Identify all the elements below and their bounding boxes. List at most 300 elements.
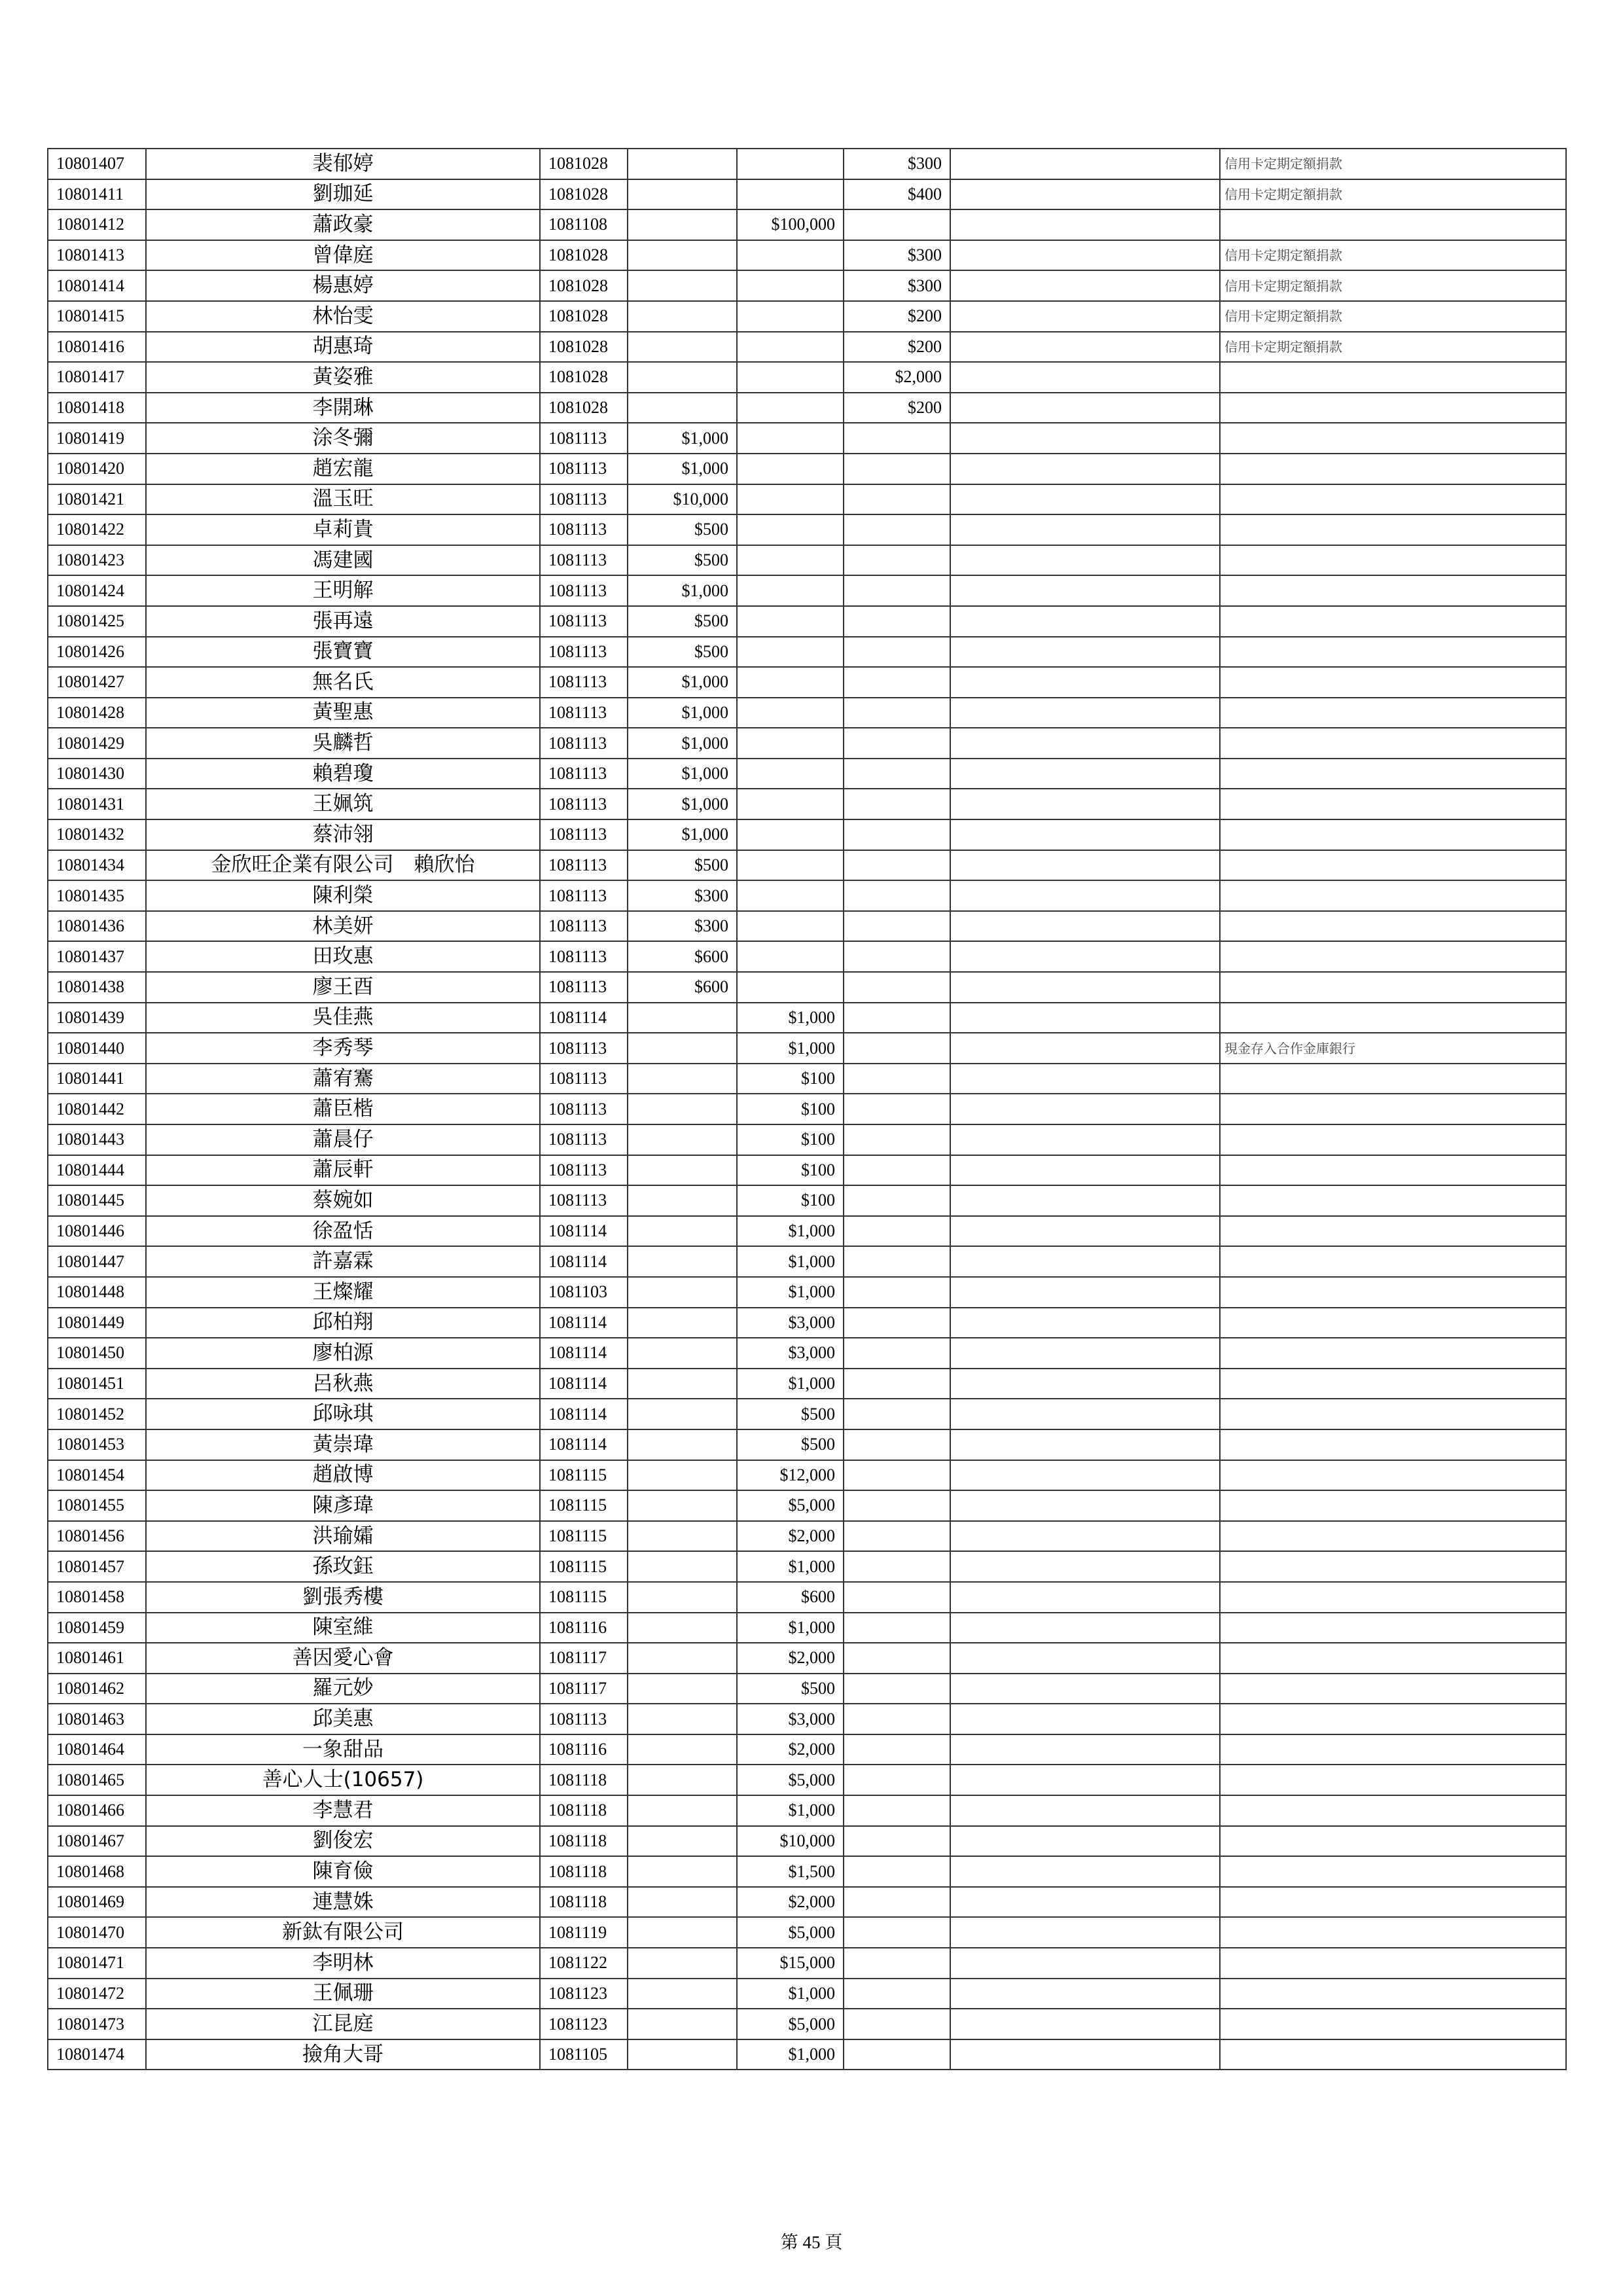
remark-cell (1220, 484, 1566, 515)
receipt-number-cell: 10801412 (48, 209, 146, 240)
receipt-number-cell: 10801467 (48, 1826, 146, 1857)
amount-column-d-cell (950, 1856, 1220, 1887)
donation-date-cell: 1081123 (540, 2009, 628, 2039)
amount-column-b-cell: $100 (737, 1094, 844, 1124)
donation-date-cell: 1081118 (540, 1826, 628, 1857)
amount-column-d-cell (950, 1124, 1220, 1155)
amount-column-c-cell: $200 (844, 301, 950, 332)
donor-name-cell: 洪瑜孀 (146, 1521, 540, 1552)
donation-date-cell: 1081115 (540, 1521, 628, 1552)
receipt-number-cell: 10801469 (48, 1887, 146, 1918)
amount-column-d-cell (950, 270, 1220, 301)
amount-column-b-cell: $1,000 (737, 1551, 844, 1582)
amount-column-c-cell (844, 1338, 950, 1369)
table-row (48, 1246, 1566, 1277)
remark-cell (1220, 1124, 1566, 1155)
amount-column-a-cell (628, 1460, 737, 1491)
amount-column-a-cell (628, 2009, 737, 2039)
receipt-number-cell: 10801468 (48, 1856, 146, 1887)
donor-name-cell: 邱柏翔 (146, 1308, 540, 1338)
donor-name-cell: 裴郁婷 (146, 149, 540, 179)
donation-date-cell: 1081113 (540, 1094, 628, 1124)
donor-name-cell: 連慧姝 (146, 1887, 540, 1918)
amount-column-d-cell (950, 1643, 1220, 1674)
donation-date-cell: 1081115 (540, 1582, 628, 1613)
amount-column-a-cell (628, 1490, 737, 1521)
table-row (48, 606, 1566, 637)
table-row (48, 1308, 1566, 1338)
amount-column-b-cell: $500 (737, 1674, 844, 1704)
amount-column-b-cell: $5,000 (737, 1765, 844, 1795)
table-row (48, 1643, 1566, 1674)
amount-column-b-cell (737, 819, 844, 850)
donor-name-cell: 曾偉庭 (146, 240, 540, 271)
donation-date-cell: 1081113 (540, 1124, 628, 1155)
donation-date-cell: 1081115 (540, 1490, 628, 1521)
amount-column-d-cell (950, 1094, 1220, 1124)
receipt-number-cell: 10801447 (48, 1246, 146, 1277)
donation-date-cell: 1081122 (540, 1948, 628, 1979)
amount-column-c-cell (844, 545, 950, 576)
amount-column-c-cell (844, 1979, 950, 2009)
remark-cell (1220, 514, 1566, 545)
remark-cell (1220, 850, 1566, 881)
amount-column-c-cell (844, 514, 950, 545)
donation-date-cell: 1081114 (540, 1429, 628, 1460)
amount-column-b-cell: $1,000 (737, 1979, 844, 2009)
receipt-number-cell: 10801448 (48, 1277, 146, 1308)
receipt-number-cell: 10801445 (48, 1185, 146, 1216)
amount-column-c-cell (844, 1521, 950, 1552)
amount-column-b-cell (737, 240, 844, 271)
table-row (48, 1795, 1566, 1826)
amount-column-a-cell (628, 1551, 737, 1582)
amount-column-c-cell: $300 (844, 270, 950, 301)
remark-cell (1220, 1795, 1566, 1826)
amount-column-d-cell (950, 1795, 1220, 1826)
receipt-number-cell: 10801437 (48, 941, 146, 972)
amount-column-c-cell (844, 1399, 950, 1429)
amount-column-c-cell (844, 1369, 950, 1399)
amount-column-a-cell (628, 240, 737, 271)
remark-cell (1220, 606, 1566, 637)
remark-cell (1220, 362, 1566, 393)
amount-column-b-cell (737, 484, 844, 515)
amount-column-c-cell (844, 850, 950, 881)
donor-name-cell: 劉張秀樓 (146, 1582, 540, 1613)
amount-column-a-cell: $1,000 (628, 819, 737, 850)
remark-cell (1220, 1643, 1566, 1674)
table-row (48, 1674, 1566, 1704)
donor-name-cell: 劉珈延 (146, 179, 540, 210)
table-row (48, 1490, 1566, 1521)
remark-cell (1220, 1887, 1566, 1918)
amount-column-a-cell (628, 1795, 737, 1826)
donor-name-cell: 吳麟哲 (146, 728, 540, 759)
receipt-number-cell: 10801472 (48, 1979, 146, 2009)
amount-column-d-cell (950, 423, 1220, 454)
amount-column-d-cell (950, 1308, 1220, 1338)
donation-date-cell: 1081117 (540, 1643, 628, 1674)
remark-cell (1220, 1704, 1566, 1734)
amount-column-c-cell: $2,000 (844, 362, 950, 393)
donation-date-cell: 1081113 (540, 911, 628, 942)
remark-cell (1220, 1246, 1566, 1277)
amount-column-a-cell (628, 1246, 737, 1277)
amount-column-d-cell (950, 179, 1220, 210)
amount-column-a-cell (628, 301, 737, 332)
amount-column-b-cell (737, 941, 844, 972)
amount-column-a-cell: $500 (628, 637, 737, 668)
amount-column-c-cell (844, 728, 950, 759)
amount-column-d-cell (950, 850, 1220, 881)
remark-cell (1220, 819, 1566, 850)
table-row (48, 1917, 1566, 1948)
donor-name-cell: 趙啟博 (146, 1460, 540, 1491)
amount-column-c-cell (844, 1582, 950, 1613)
table-row (48, 1582, 1566, 1613)
donation-date-cell: 1081113 (540, 1033, 628, 1064)
amount-column-a-cell (628, 149, 737, 179)
remark-cell (1220, 728, 1566, 759)
amount-column-a-cell (628, 1124, 737, 1155)
amount-column-b-cell: $500 (737, 1399, 844, 1429)
table-row (48, 484, 1566, 515)
amount-column-b-cell (737, 332, 844, 363)
donation-date-cell: 1081028 (540, 362, 628, 393)
amount-column-d-cell (950, 362, 1220, 393)
remark-cell (1220, 1674, 1566, 1704)
amount-column-c-cell (844, 1064, 950, 1094)
donor-name-cell: 林怡雯 (146, 301, 540, 332)
donation-date-cell: 1081113 (540, 1704, 628, 1734)
donor-name-cell: 張再遠 (146, 606, 540, 637)
donor-name-cell: 孫玫鈺 (146, 1551, 540, 1582)
remark-cell: 信用卡定期定額捐款 (1220, 149, 1566, 179)
amount-column-a-cell (628, 2039, 737, 2070)
donation-date-cell: 1081113 (540, 1155, 628, 1186)
amount-column-d-cell (950, 941, 1220, 972)
table-row (48, 1460, 1566, 1491)
amount-column-d-cell (950, 1399, 1220, 1429)
amount-column-b-cell: $5,000 (737, 2009, 844, 2039)
amount-column-c-cell (844, 1003, 950, 1033)
receipt-number-cell: 10801416 (48, 332, 146, 363)
table-row (48, 1948, 1566, 1979)
donor-name-cell: 卓莉貴 (146, 514, 540, 545)
remark-cell (1220, 1460, 1566, 1491)
receipt-number-cell: 10801463 (48, 1704, 146, 1734)
amount-column-a-cell (628, 1613, 737, 1643)
donation-date-cell: 1081113 (540, 484, 628, 515)
table-row (48, 514, 1566, 545)
amount-column-c-cell (844, 1765, 950, 1795)
table-row (48, 1551, 1566, 1582)
donor-name-cell: 一象甜品 (146, 1734, 540, 1765)
amount-column-b-cell: $2,000 (737, 1643, 844, 1674)
table-row (48, 1277, 1566, 1308)
remark-cell (1220, 880, 1566, 911)
amount-column-a-cell (628, 1155, 737, 1186)
table-row (48, 1521, 1566, 1552)
amount-column-d-cell (950, 2009, 1220, 2039)
amount-column-a-cell (628, 393, 737, 423)
amount-column-d-cell (950, 880, 1220, 911)
amount-column-a-cell: $1,000 (628, 575, 737, 606)
amount-column-c-cell (844, 667, 950, 698)
donor-name-cell: 李明林 (146, 1948, 540, 1979)
donation-date-cell: 1081117 (540, 1674, 628, 1704)
remark-cell (1220, 667, 1566, 698)
donation-date-cell: 1081108 (540, 209, 628, 240)
donation-date-cell: 1081105 (540, 2039, 628, 2070)
amount-column-a-cell (628, 1917, 737, 1948)
receipt-number-cell: 10801415 (48, 301, 146, 332)
amount-column-b-cell: $100 (737, 1155, 844, 1186)
receipt-number-cell: 10801424 (48, 575, 146, 606)
receipt-number-cell: 10801435 (48, 880, 146, 911)
amount-column-a-cell: $500 (628, 545, 737, 576)
amount-column-d-cell (950, 911, 1220, 942)
donation-date-cell: 1081116 (540, 1613, 628, 1643)
donor-name-cell: 劉俊宏 (146, 1826, 540, 1857)
donation-date-cell: 1081113 (540, 423, 628, 454)
receipt-number-cell: 10801418 (48, 393, 146, 423)
receipt-number-cell: 10801466 (48, 1795, 146, 1826)
remark-cell (1220, 941, 1566, 972)
receipt-number-cell: 10801413 (48, 240, 146, 271)
amount-column-a-cell (628, 1643, 737, 1674)
amount-column-d-cell (950, 728, 1220, 759)
receipt-number-cell: 10801454 (48, 1460, 146, 1491)
amount-column-a-cell (628, 1308, 737, 1338)
amount-column-b-cell (737, 149, 844, 179)
table-row (48, 1429, 1566, 1460)
amount-column-c-cell (844, 1094, 950, 1124)
table-row (48, 2009, 1566, 2039)
amount-column-b-cell: $100 (737, 1124, 844, 1155)
remark-cell (1220, 545, 1566, 576)
amount-column-d-cell (950, 240, 1220, 271)
table-row (48, 1704, 1566, 1734)
donation-date-cell: 1081118 (540, 1887, 628, 1918)
table-row (48, 728, 1566, 759)
donor-name-cell: 王明解 (146, 575, 540, 606)
donor-name-cell: 黃聖惠 (146, 698, 540, 728)
amount-column-a-cell (628, 1734, 737, 1765)
amount-column-a-cell (628, 209, 737, 240)
remark-cell (1220, 423, 1566, 454)
amount-column-a-cell: $300 (628, 880, 737, 911)
table-row (48, 789, 1566, 819)
amount-column-c-cell: $300 (844, 149, 950, 179)
amount-column-c-cell (844, 1887, 950, 1918)
receipt-number-cell: 10801431 (48, 789, 146, 819)
donation-date-cell: 1081028 (540, 270, 628, 301)
table-row (48, 149, 1566, 179)
amount-column-d-cell (950, 667, 1220, 698)
amount-column-c-cell (844, 1277, 950, 1308)
remark-cell (1220, 1308, 1566, 1338)
donor-name-cell: 陳室維 (146, 1613, 540, 1643)
remark-cell (1220, 1613, 1566, 1643)
remark-cell (1220, 209, 1566, 240)
amount-column-c-cell (844, 209, 950, 240)
amount-column-c-cell: $200 (844, 332, 950, 363)
amount-column-b-cell: $100 (737, 1185, 844, 1216)
donor-name-cell: 蕭政豪 (146, 209, 540, 240)
donor-name-cell: 楊惠婷 (146, 270, 540, 301)
amount-column-b-cell (737, 637, 844, 668)
table-row (48, 1033, 1566, 1064)
donation-date-cell: 1081114 (540, 1308, 628, 1338)
table-row (48, 911, 1566, 942)
remark-cell (1220, 1185, 1566, 1216)
remark-cell (1220, 1979, 1566, 2009)
amount-column-a-cell (628, 1582, 737, 1613)
table-row (48, 575, 1566, 606)
amount-column-a-cell: $600 (628, 972, 737, 1003)
amount-column-c-cell (844, 1856, 950, 1887)
receipt-number-cell: 10801455 (48, 1490, 146, 1521)
donation-date-cell: 1081113 (540, 1064, 628, 1094)
table-row (48, 1369, 1566, 1399)
donor-name-cell: 羅元妙 (146, 1674, 540, 1704)
table-row (48, 393, 1566, 423)
amount-column-d-cell (950, 1490, 1220, 1521)
page-number: 第 45 頁 (780, 2233, 843, 2252)
donation-date-cell: 1081028 (540, 301, 628, 332)
table-row (48, 2039, 1566, 2070)
donation-date-cell: 1081113 (540, 789, 628, 819)
amount-column-b-cell: $1,000 (737, 1216, 844, 1247)
amount-column-d-cell (950, 1582, 1220, 1613)
amount-column-b-cell: $1,000 (737, 1033, 844, 1064)
receipt-number-cell: 10801451 (48, 1369, 146, 1399)
table-row (48, 1155, 1566, 1186)
amount-column-c-cell (844, 698, 950, 728)
amount-column-d-cell (950, 819, 1220, 850)
receipt-number-cell: 10801459 (48, 1613, 146, 1643)
remark-cell (1220, 1521, 1566, 1552)
receipt-number-cell: 10801440 (48, 1033, 146, 1064)
amount-column-c-cell (844, 819, 950, 850)
donation-date-cell: 1081113 (540, 514, 628, 545)
amount-column-a-cell: $500 (628, 606, 737, 637)
donation-date-cell: 1081114 (540, 1003, 628, 1033)
remark-cell (1220, 759, 1566, 789)
donation-date-cell: 1081118 (540, 1795, 628, 1826)
amount-column-c-cell (844, 637, 950, 668)
amount-column-a-cell (628, 1765, 737, 1795)
donation-date-cell: 1081113 (540, 606, 628, 637)
amount-column-a-cell: $1,000 (628, 759, 737, 789)
amount-column-b-cell: $5,000 (737, 1490, 844, 1521)
receipt-number-cell: 10801473 (48, 2009, 146, 2039)
amount-column-a-cell (628, 1338, 737, 1369)
remark-cell (1220, 1155, 1566, 1186)
amount-column-b-cell: $1,000 (737, 1613, 844, 1643)
receipt-number-cell: 10801452 (48, 1399, 146, 1429)
amount-column-d-cell (950, 1155, 1220, 1186)
receipt-number-cell: 10801453 (48, 1429, 146, 1460)
amount-column-a-cell: $1,000 (628, 454, 737, 484)
amount-column-a-cell (628, 1369, 737, 1399)
amount-column-c-cell (844, 789, 950, 819)
amount-column-a-cell (628, 1856, 737, 1887)
amount-column-d-cell (950, 1216, 1220, 1247)
remark-cell: 信用卡定期定額捐款 (1220, 301, 1566, 332)
table-row (48, 1064, 1566, 1094)
remark-cell (1220, 1582, 1566, 1613)
amount-column-b-cell (737, 179, 844, 210)
amount-column-d-cell (950, 1704, 1220, 1734)
amount-column-d-cell (950, 209, 1220, 240)
amount-column-c-cell (844, 423, 950, 454)
amount-column-c-cell (844, 2009, 950, 2039)
amount-column-c-cell (844, 484, 950, 515)
receipt-number-cell: 10801442 (48, 1094, 146, 1124)
remark-cell: 現金存入合作金庫銀行 (1220, 1033, 1566, 1064)
amount-column-c-cell (844, 1704, 950, 1734)
table-row (48, 1338, 1566, 1369)
amount-column-a-cell (628, 179, 737, 210)
remark-cell (1220, 454, 1566, 484)
remark-cell (1220, 1399, 1566, 1429)
receipt-number-cell: 10801456 (48, 1521, 146, 1552)
donation-date-cell: 1081114 (540, 1338, 628, 1369)
remark-cell (1220, 1338, 1566, 1369)
donor-name-cell: 胡惠琦 (146, 332, 540, 363)
donation-date-cell: 1081113 (540, 972, 628, 1003)
amount-column-d-cell (950, 1369, 1220, 1399)
amount-column-d-cell (950, 1551, 1220, 1582)
table-row (48, 301, 1566, 332)
amount-column-c-cell (844, 1917, 950, 1948)
amount-column-b-cell: $2,000 (737, 1887, 844, 1918)
amount-column-c-cell (844, 1216, 950, 1247)
amount-column-b-cell (737, 270, 844, 301)
receipt-number-cell: 10801465 (48, 1765, 146, 1795)
amount-column-c-cell: $400 (844, 179, 950, 210)
receipt-number-cell: 10801430 (48, 759, 146, 789)
table-row (48, 637, 1566, 668)
amount-column-c-cell (844, 1613, 950, 1643)
receipt-number-cell: 10801458 (48, 1582, 146, 1613)
remark-cell (1220, 698, 1566, 728)
table-row (48, 819, 1566, 850)
amount-column-b-cell (737, 514, 844, 545)
amount-column-b-cell (737, 454, 844, 484)
donation-date-cell: 1081028 (540, 149, 628, 179)
donation-date-cell: 1081113 (540, 575, 628, 606)
amount-column-c-cell (844, 1551, 950, 1582)
donation-date-cell: 1081114 (540, 1216, 628, 1247)
amount-column-b-cell (737, 575, 844, 606)
remark-cell (1220, 911, 1566, 942)
table-row (48, 1826, 1566, 1857)
table-row (48, 332, 1566, 363)
amount-column-a-cell (628, 362, 737, 393)
amount-column-c-cell (844, 759, 950, 789)
remark-cell (1220, 1948, 1566, 1979)
amount-column-a-cell: $1,000 (628, 698, 737, 728)
amount-column-d-cell (950, 1185, 1220, 1216)
remark-cell (1220, 1826, 1566, 1857)
amount-column-d-cell (950, 301, 1220, 332)
receipt-number-cell: 10801462 (48, 1674, 146, 1704)
donor-name-cell: 廖王酉 (146, 972, 540, 1003)
